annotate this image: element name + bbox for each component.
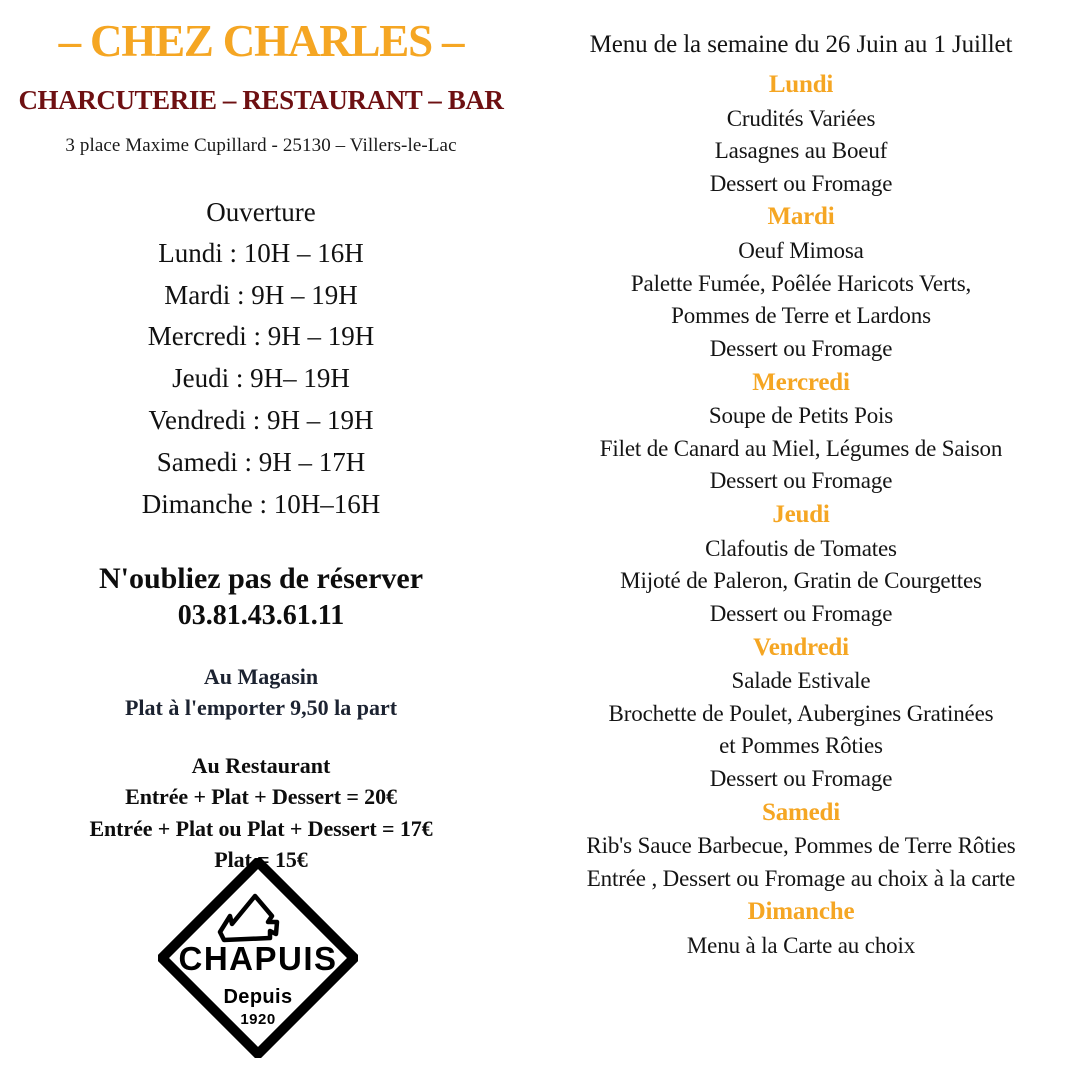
- menu-dish-line: Dessert ou Fromage: [709, 468, 893, 494]
- menu-dish-line: Lasagnes au Boeuf: [714, 138, 888, 164]
- logo-since-year: 1920: [240, 1011, 276, 1028]
- restaurant-pricing-heading: Au Restaurant: [191, 753, 331, 779]
- menu-dish-line: Soupe de Petits Pois: [708, 403, 894, 429]
- menu-dish-line: Crudités Variées: [726, 105, 876, 131]
- menu-dish-line: Filet de Canard au Miel, Légumes de Saison: [599, 435, 1003, 461]
- restaurant-tagline: CHARCUTERIE – RESTAURANT – BAR: [18, 85, 504, 116]
- takeaway-section: [0, 662, 522, 723]
- menu-day-name: Mercredi: [752, 368, 850, 396]
- menu-dish-line: Entrée , Dessert ou Fromage au choix à la carte: [586, 865, 1016, 891]
- hours-row-jeudi: Jeudi : 9H– 19H: [172, 363, 350, 394]
- restaurant-name: – CHEZ CHARLES –: [58, 16, 464, 66]
- opening-hours-heading: Ouverture: [206, 197, 316, 228]
- menu-day-name: Dimanche: [747, 898, 855, 926]
- reservation-reminder: N'oubliez pas de réserver: [98, 561, 424, 595]
- hours-row-dimanche: Dimanche : 10H–16H: [141, 488, 381, 519]
- menu-week-title: Menu de la semaine du 26 Juin au 1 Juillet: [589, 31, 1013, 58]
- menu-dish-line: Dessert ou Fromage: [709, 170, 893, 196]
- menu-dish-line: Menu à la Carte au choix: [686, 932, 916, 958]
- menu-dish-line: Rib's Sauce Barbecue, Pommes de Terre Rôties: [586, 833, 1016, 859]
- menu-dish-line: Mijoté de Paleron, Gratin de Courgettes: [620, 568, 982, 594]
- menu-dish-line: Dessert ou Fromage: [709, 335, 893, 361]
- logo-since-label: Depuis: [223, 986, 293, 1008]
- menu-day-group: [522, 631, 1080, 796]
- takeaway-heading: Au Magasin: [203, 664, 319, 690]
- chapuis-logo-svg: [158, 858, 358, 1058]
- menu-dish-line: Dessert ou Fromage: [709, 766, 893, 791]
- info-column: [0, 0, 522, 1080]
- menu-dish-line: Brochette de Poulet, Aubergines Gratinées: [608, 700, 994, 726]
- restaurant-address: 3 place Maxime Cupillard - 25130 – Villers-le-Lac: [65, 135, 457, 157]
- price-menu-plat: Plat = 15€: [214, 846, 308, 872]
- price-menu-two: Entrée + Plat ou Plat + Dessert = 17€: [89, 815, 433, 841]
- menu-day-group: [522, 498, 1080, 630]
- menu-day-group: [522, 366, 1080, 498]
- menu-dish-line: Salade Estivale: [731, 668, 871, 694]
- restaurant-pricing-section: [0, 750, 522, 875]
- menu-days-list: [522, 68, 1080, 963]
- menu-day-name: Vendredi: [753, 633, 849, 661]
- menu-day-group: [522, 796, 1080, 896]
- menu-day-name: Lundi: [768, 71, 834, 98]
- reservation-section: [0, 560, 522, 635]
- menu-day-name: Jeudi: [772, 501, 830, 529]
- chapuis-logo: [158, 858, 358, 1058]
- menu-day-group: [522, 200, 1080, 365]
- price-menu-full: Entrée + Plat + Dessert = 20€: [125, 784, 397, 810]
- hours-row-mardi: Mardi : 9H – 19H: [164, 279, 358, 310]
- menu-day-group: [522, 68, 1080, 200]
- menu-dish-line: Dessert ou Fromage: [709, 600, 893, 626]
- hours-row-lundi: Lundi : 10H – 16H: [158, 237, 364, 268]
- menu-dish-line: et Pommes Rôties: [719, 733, 883, 759]
- hours-row-mercredi: Mercredi : 9H – 19H: [147, 321, 375, 352]
- opening-hours-section: [0, 192, 522, 525]
- reservation-phone-number[interactable]: 03.81.43.61.11: [177, 600, 345, 632]
- chalet-arrow-icon: [220, 896, 277, 940]
- logo-brand-text: CHAPUIS: [178, 940, 338, 977]
- menu-day-group: [522, 895, 1080, 962]
- menu-day-name: Mardi: [767, 203, 835, 231]
- weekly-menu-column: [522, 0, 1080, 1080]
- menu-dish-line: Palette Fumée, Poêlée Haricots Verts,: [630, 270, 972, 296]
- menu-dish-line: Clafoutis de Tomates: [705, 535, 897, 561]
- hours-row-samedi: Samedi : 9H – 17H: [156, 446, 366, 477]
- menu-day-name: Samedi: [762, 798, 840, 826]
- takeaway-price-line: Plat à l'emporter 9,50 la part: [124, 694, 398, 720]
- hours-row-vendredi: Vendredi : 9H – 19H: [148, 405, 374, 436]
- menu-dish-line: Pommes de Terre et Lardons: [671, 303, 931, 329]
- menu-dish-line: Oeuf Mimosa: [738, 237, 864, 263]
